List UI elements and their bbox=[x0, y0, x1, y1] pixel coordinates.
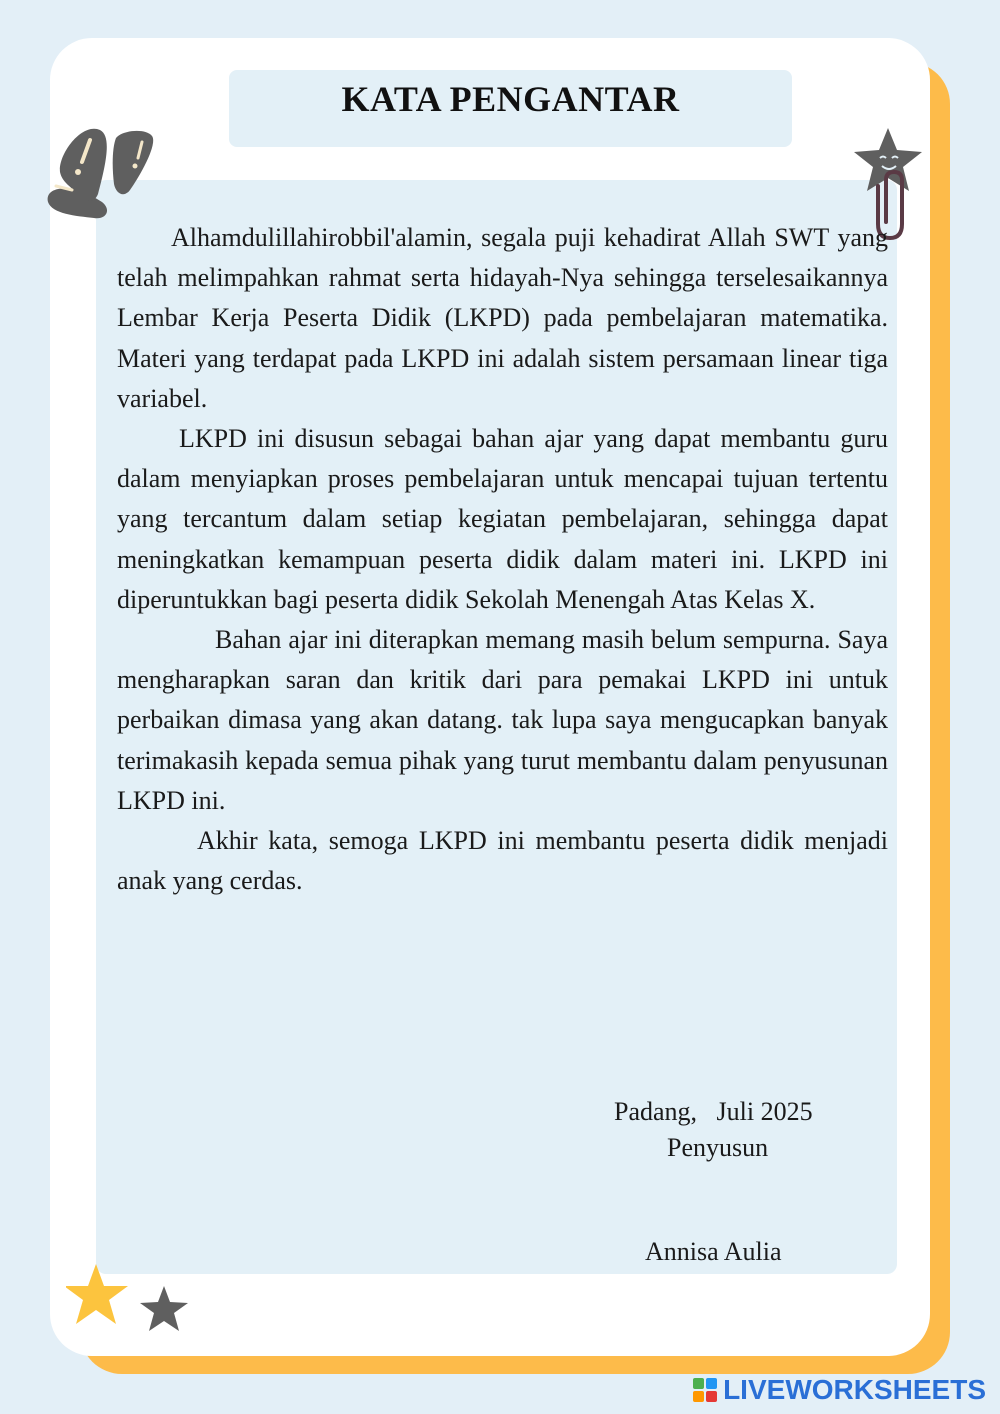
paragraph: Akhir kata, semoga LKPD ini membantu peserta didik menjadi anak yang cerdas. bbox=[117, 826, 888, 896]
paragraph: Bahan ajar ini diterapkan memang masih belum sempurna. Saya mengharapkan saran dan kritik dari para pemakai LKPD ini untuk perbaikan dimasa yang akan datang. tak lupa saya mengucapkan banyak terimakasih kepada semua pihak yang turut membantu dalam penyusunan LKPD ini. bbox=[117, 625, 888, 815]
signature-role: Penyusun bbox=[667, 1133, 769, 1162]
page-title: KATA PENGANTAR bbox=[341, 79, 680, 119]
exclamation-sparkle-icon bbox=[42, 124, 162, 224]
signature-name: Annisa Aulia bbox=[645, 1237, 782, 1266]
liveworksheets-watermark bbox=[693, 1374, 986, 1406]
title-box bbox=[229, 70, 792, 147]
stars-decoration-icon bbox=[66, 1262, 192, 1342]
body-text bbox=[117, 218, 888, 901]
signature-place-date: Padang, Juli 2025 bbox=[614, 1097, 813, 1126]
paragraph: Alhamdulillahirobbil'alamin, segala puji kehadirat Allah SWT yang telah melimpahkan rahmat serta hidayah-Nya sehingga terselesaikannya Lembar Kerja Peserta Didik (LKPD) pada pembelajaran matematika. Materi yang terdapat pada LKPD ini adalah sistem persamaan linear tiga variabel. bbox=[117, 223, 888, 413]
liveworksheets-logo-icon bbox=[693, 1378, 717, 1402]
watermark-text: LIVEWORKSHEETS bbox=[723, 1374, 986, 1405]
paragraph: LKPD ini disusun sebagai bahan ajar yang dapat membantu guru dalam menyiapkan proses pembelajaran untuk mencapai tujuan tertentu yang tercantum dalam setiap kegiatan pembelajaran, sehingga dapat meningkatkan kemampuan peserta didik dalam materi ini. LKPD ini diperuntukkan bagi peserta didik Sekolah Menengah Atas Kelas X. bbox=[117, 424, 888, 614]
